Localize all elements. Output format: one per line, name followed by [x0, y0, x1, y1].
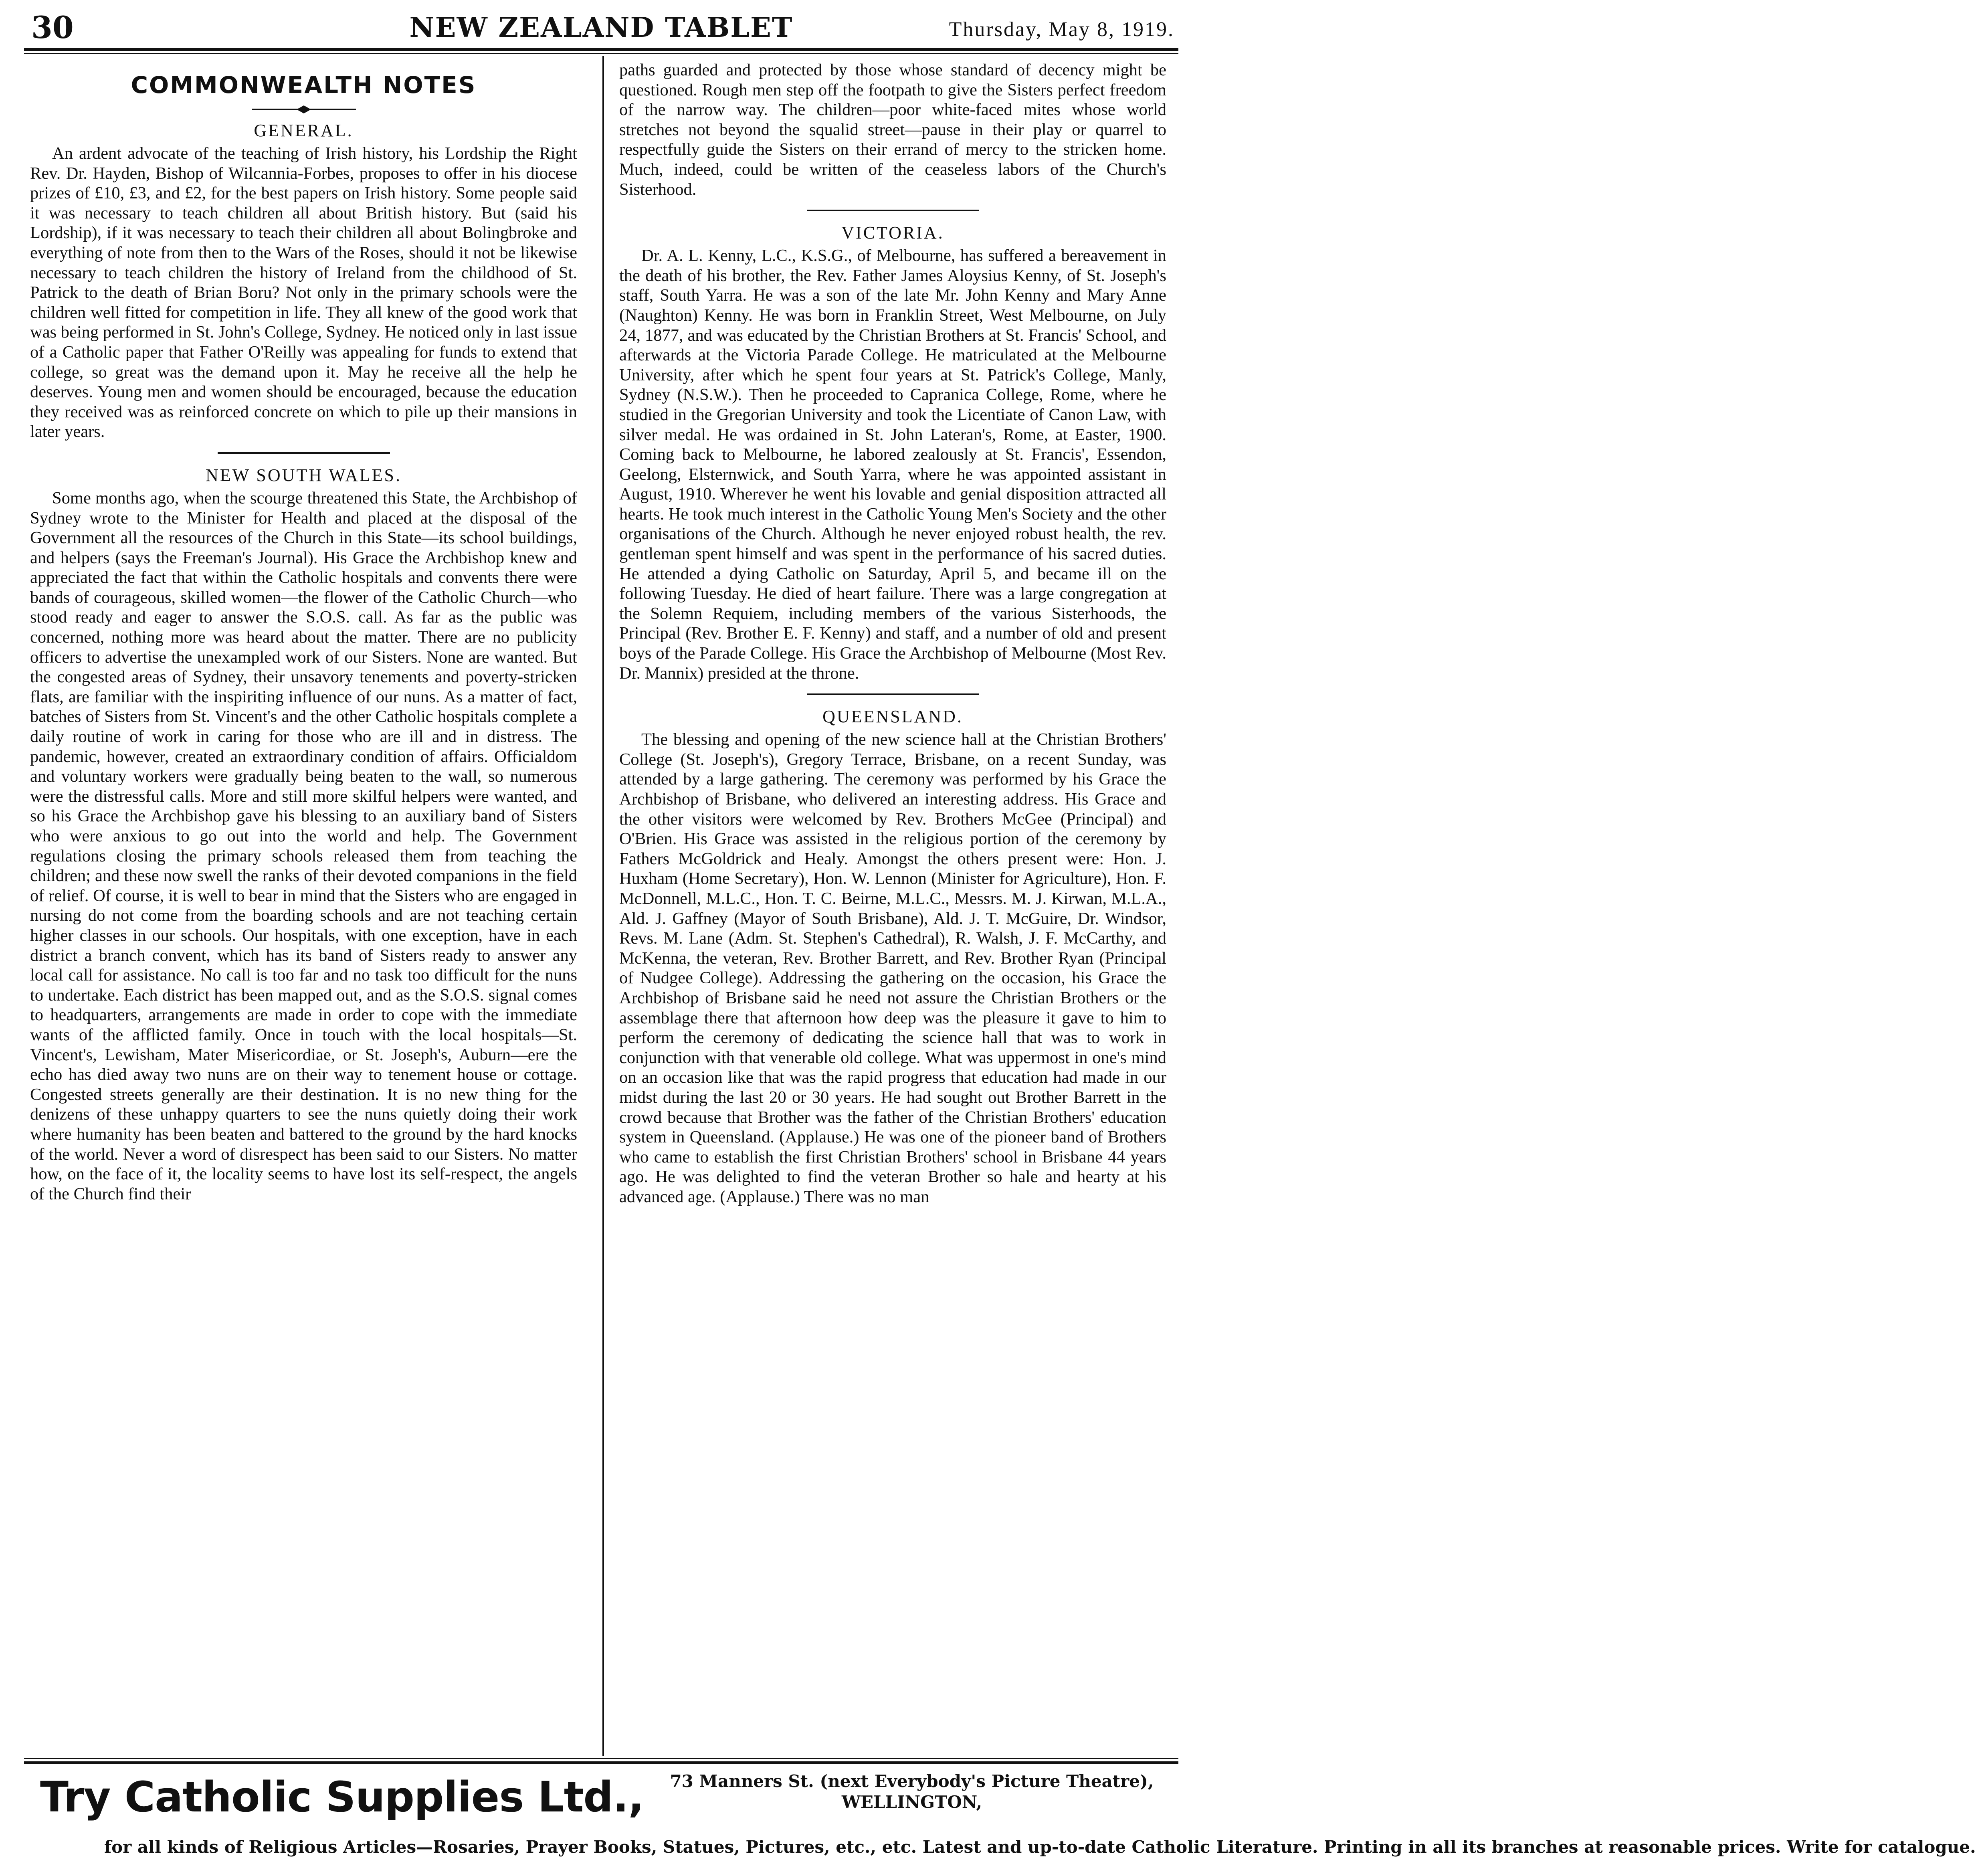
section-rule — [807, 210, 979, 211]
column-divider — [602, 56, 604, 1756]
section-rule — [807, 693, 979, 695]
section-rule — [218, 452, 390, 454]
left-column — [30, 60, 577, 1750]
paragraph-general: An ardent advocate of the teaching of Irish history, his Lordship the Right Rev. Dr. Hayden, Bishop of Wilcannia-Forbes, proposes to offer in his diocese prizes of £10, £3, and £2, for the best papers on Irish history. Some people said it was necessary to teach children all about British history. But (said his Lordship), if it was necessary to teach their children all about Bolingbroke and everything of note from then to the Wars of the Roses, should it not be likewise necessary to teach children the history of Ireland from the childhood of St. Patrick to the death of Brian Boru? Not only in the primary schools were the children well fitted for competition in life. They all knew of the good work that was being performed in St. John's College, Sydney. He noticed only in last issue of a Catholic paper that Father O'Reilly was appealing for funds to extend that college, so great was the demand upon it. May he receive all the help he deserves. Young men and women should be encouraged, because the education they received was as reinforced concrete on which to pile up their mansions in later years. — [30, 144, 577, 441]
right-column — [619, 60, 1166, 1750]
ad-address-line1: 73 Manners St. (next Everybody's Picture Theatre), — [670, 1771, 1154, 1791]
section-title-general: GENERAL. — [254, 121, 354, 140]
section-title-nsw: NEW SOUTH WALES. — [206, 465, 402, 485]
paragraph-victoria: Dr. A. L. Kenny, L.C., K.S.G., of Melbourne, has suffered a bereavement in the death of his brother, the Rev. Father James Aloysius Kenny, of St. Joseph's staff, South Yarra. He was a son of the late Mr. John Kenny and Mary Anne (Naughton) Kenny. He was born in Franklin Street, West Melbourne, on July 24, 1877, and was educated by the Christian Brothers at St. Francis' School, and afterwards at the Victoria Parade College. He matriculated at the Melbourne University, after which he spent four years at St. Patrick's College, Manly, Sydney (N.S.W.). Then he proceeded to Capranica College, Rome, where he studied in the Gregorian University and took the Licentiate of Canon Law, with silver medal. He was ordained in St. John Lateran's, Rome, at Easter, 1900. Coming back to Melbourne, he labored zealously at St. Francis', Essendon, Geelong, Elsternwick, and South Yarra, where he was appointed assistant in August, 1910. Wherever he went his lovable and genial disposition attracted all hearts. He took much interest in the Catholic Young Men's Society and the other organisations of the Church. Although he never enjoyed robust health, the rev. gentleman spent himself and was spent in the performance of his sacred duties. He attended a dying Catholic on Saturday, April 5, and became ill on the following Tuesday. He died of heart failure. There was a large congregation at the Solemn Requiem, including members of the various Sisterhoods, the Principal (Rev. Brother E. F. Kenny) and staff, and a number of old and present boys of the Parade College. His Grace the Archbishop of Melbourne (Most Rev. Dr. Mannix) presided at the throne. — [619, 246, 1166, 683]
ad-tagline: for all kinds of Religious Articles—Rosaries, Prayer Books, Statues, Pictures, etc., etc. Latest and up-to-date Catholic Literature. Printing in all its branches at reasonable prices. Write for catalogue. — [104, 1837, 1976, 1857]
masthead-rule-thick — [24, 48, 1178, 51]
masthead — [24, 7, 1178, 51]
paper-name: NEW ZEALAND TABLET — [409, 12, 793, 44]
paragraph-queensland: The blessing and opening of the new science hall at the Christian Brothers' College (St. Joseph's), Gregory Terrace, Brisbane, on a recent Sunday, was attended by a large gathering. The ceremony was performed by his Grace the Archbishop of Brisbane, who delivered an interesting address. His Grace and the other visitors were welcomed by Rev. Brothers McGee (Principal) and O'Brien. His Grace was assisted in the religious portion of the ceremony by Fathers McGoldrick and Healy. Amongst the others present were: Hon. J. Huxham (Home Secretary), Hon. W. Lennon (Minister for Agriculture), Hon. F. McDonnell, M.L.C., Hon. T. C. Beirne, M.L.C., Messrs. M. J. Kirwan, M.L.A., Ald. J. Gaffney (Mayor of South Brisbane), Ald. J. T. McGuire, Dr. Windsor, Revs. M. Lane (Adm. St. Stephen's Cathedral), R. Walsh, J. F. McCarthy, and McKenna, the veteran, Rev. Brother Barrett, and Rev. Brother Ryan (Principal of Nudgee College). Addressing the gathering on the occasion, his Grace the Archbishop of Brisbane said he need not assure the Christian Brothers or the assemblage there that afternoon how deep was the pleasure it gave to him to perform the ceremony of dedicating the science hall that was to work in conjunction with that venerable old college. What was uppermost in one's mind on an occasion like that was the rapid progress that education had made in our midst during the last 20 or 30 years. He had sought out Brother Barrett in the crowd because that Brother was the father of the Christian Brothers' education system in Queensland. (Applause.) He was one of the pioneer band of Brothers who came to establish the first Christian Brothers' school in Brisbane 44 years ago. He was delighted to find the veteran Brother so hale and hearty at his advanced age. (Applause.) There was no man — [619, 730, 1166, 1206]
paragraph-continuation: paths guarded and protected by those whose standard of decency might be questioned. Rough men step off the footpath to give the Sisters perfect freedom of the narrow way. The children—poor white-faced mites whose world stretches not beyond the squalid street—pause in their play or quarrel to respectfully guide the Sisters on their errand of mercy to the stricken home. Much, indeed, could be written of the ceaseless labors of the Church's Sisterhood. — [619, 61, 1166, 199]
section-title-queensland: QUEENSLAND. — [822, 707, 963, 727]
ad-address-line2: WELLINGTON, — [841, 1792, 982, 1812]
headline: COMMONWEALTH NOTES — [131, 71, 477, 99]
ad-address — [649, 1771, 1174, 1813]
headline-ornament — [252, 103, 356, 115]
ad-brand: Try Catholic Supplies Ltd., — [40, 1773, 644, 1821]
footer-advertisement — [24, 1764, 1976, 1872]
section-title-victoria: VICTORIA. — [841, 223, 944, 243]
issue-date: Thursday, May 8, 1919. — [949, 18, 1174, 41]
masthead-rule-thin — [24, 53, 1178, 54]
footer-rule-thin — [24, 1758, 1178, 1759]
paragraph-nsw: Some months ago, when the scourge threatened this State, the Archbishop of Sydney wrote to the Minister for Health and placed at the disposal of the Government all the resources of the Church in this State—its school buildings, and helpers (says the Freeman's Journal). His Grace the Archbishop knew and appreciated the fact that within the Catholic hospitals and convents there were bands of courageous, skilled women—the flower of the Catholic Church—who stood ready and eager to answer the S.O.S. call. As far as the public was concerned, nothing more was heard about the matter. There are no publicity officers to advertise the unexampled work of our Sisters. None are wanted. But the congested areas of Sydney, their unsavory tenements and poverty-stricken flats, are familiar with the inspiriting influence of our nuns. As a matter of fact, batches of Sisters from St. Vincent's and the other Catholic hospitals complete a daily routine of work in caring for those who are ill and in distress. The pandemic, however, created an extraordinary condition of affairs. Officialdom and voluntary workers were gradually being beaten to the wall, so numerous were the distressful calls. More and still more skilful helpers were wanted, and so his Grace the Archbishop gave his blessing to an auxiliary band of Sisters who were anxious to go out into the world and help. The Government regulations closing the primary schools released them from teaching the children; and these now swell the ranks of their devoted companions in the field of relief. Of course, it is well to bear in mind that the Sisters who are engaged in nursing do not come from the boarding schools and are not teaching certain higher classes in our schools. Our hospitals, with one exception, have in each district a branch convent, which has its band of Sisters ready to answer any local call for assistance. No call is too far and no task too difficult for the nuns to undertake. Each district has been mapped out, and as the S.O.S. signal comes to headquarters, arrangements are made in order to cope with the immediate wants of the afflicted family. Once in touch with the local hospitals—St. Vincent's, Lewisham, Mater Misericordiae, or St. Joseph's, Auburn—ere the echo has died away two nuns are on their way to tenement house or cottage. Congested streets generally are their destination. It is no new thing for the denizens of these unhappy quarters to see the nuns quietly doing their work where humanity has been beaten and battered to the ground by the hard knocks of the world. Never a word of disrespect has been said to our Sisters. No matter how, on the face of it, the locality seems to have lost its self-respect, the angels of the Church find their — [30, 488, 577, 1203]
page-number: 30 — [31, 10, 74, 45]
